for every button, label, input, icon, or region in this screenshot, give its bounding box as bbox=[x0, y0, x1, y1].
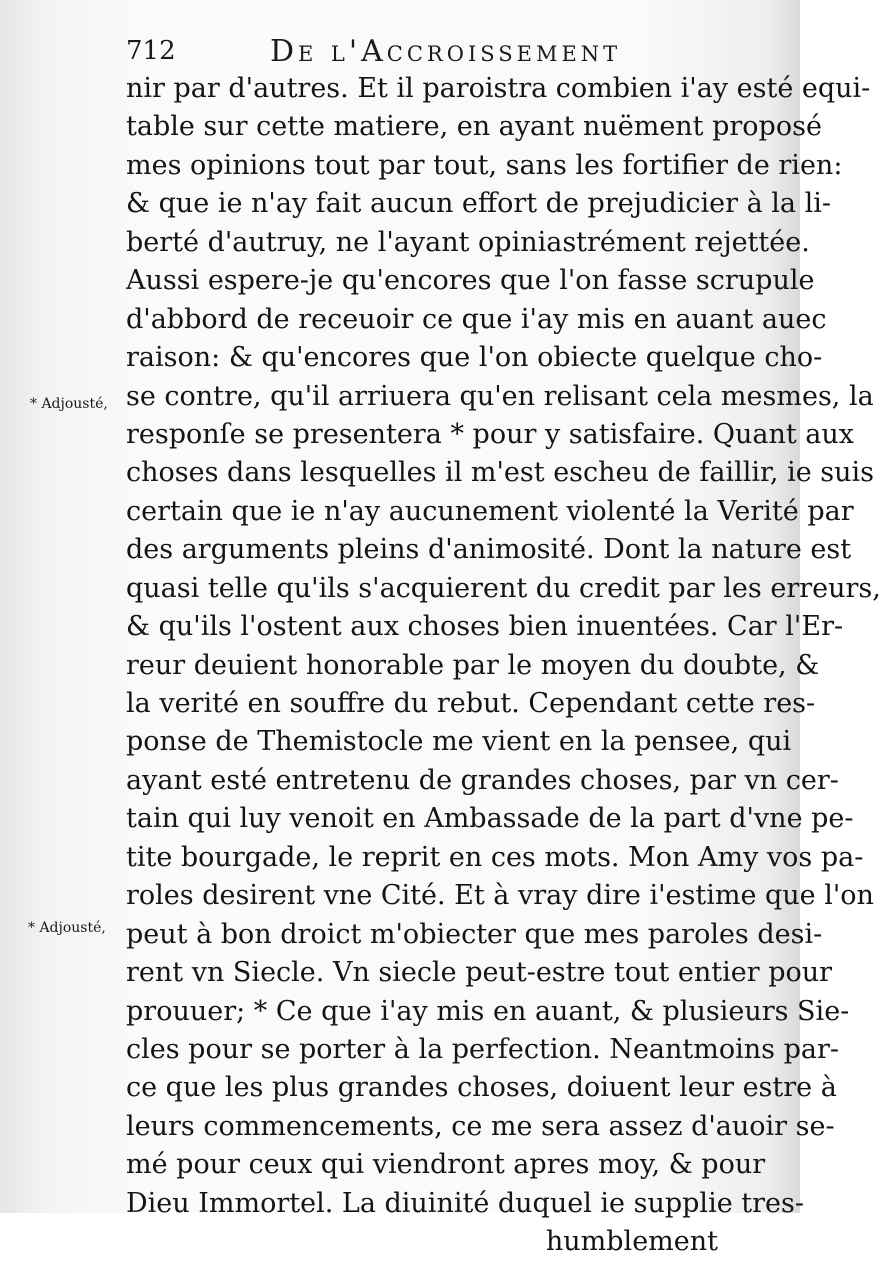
text-line: roles desirent vne Cité. Et à vray dire i'estime que l'on bbox=[126, 880, 874, 912]
text-line: choses dans lesquelles il m'est escheu de faillir, ie suis bbox=[126, 457, 875, 489]
body-text bbox=[126, 70, 881, 1262]
text-line: & qu'ils l'ostent aux choses bien inuentées. Car l'Er- bbox=[126, 611, 844, 643]
text-line: raison: & qu'encores que l'on obiecte quelque cho- bbox=[126, 342, 823, 374]
text-line: leurs commencements, ce me sera assez d'auoir se- bbox=[126, 1110, 835, 1142]
margin-note: * Adjousté, bbox=[30, 396, 108, 412]
text-line: Aussi espere-je qu'encores que l'on fasse scrupule bbox=[126, 265, 815, 297]
page-number: 712 bbox=[126, 36, 176, 66]
text-line: certain que ie n'ay aucunement violenté la Verité par bbox=[126, 495, 854, 527]
text-line: la verité en souffre du rebut. Cependant cette res- bbox=[126, 688, 816, 719]
text-line: cles pour se porter à la perfection. Neantmoins par- bbox=[126, 1033, 839, 1065]
text-line: responſe se presentera * pour y satisfaire. Quant aux bbox=[126, 418, 855, 450]
text-line: peut à bon droict m'obiecter que mes paroles desi- bbox=[126, 918, 823, 950]
text-line: mé pour ceux qui viendront apres moy, & pour bbox=[126, 1149, 766, 1181]
text-line: & que ie n'ay fait aucun effort de prejudicier à la li- bbox=[126, 188, 831, 220]
text-line: ayant esté entretenu de grandes choses, par vn cer- bbox=[126, 764, 839, 796]
page-header bbox=[126, 30, 716, 70]
text-line: berté d'autruy, ne l'ayant opiniastrément rejettée. bbox=[126, 226, 810, 258]
text-line: ce que les plus grandes choses, doiuent leur estre à bbox=[126, 1072, 837, 1104]
text-line: tite bourgade, le reprit en ces mots. Mon Amy vos pa- bbox=[126, 841, 864, 873]
running-title: De l'Accroissement bbox=[270, 34, 622, 69]
text-line: prouuer; * Ce que i'ay mis en auant, & plusieurs Sie- bbox=[126, 995, 850, 1027]
text-line: nir par d'autres. Et il paroistra combien i'ay esté equi- bbox=[126, 73, 871, 104]
text-line: ponse de Themistocle me vient en la pensee, qui bbox=[126, 726, 792, 758]
text-line: d'abbord de receuoir ce que i'ay mis en auant auec bbox=[126, 303, 827, 335]
text-line: tain qui luy venoit en Ambassade de la part d'vne pe- bbox=[126, 803, 854, 835]
text-line: mes opinions tout par tout, sans les fortifier de rien: bbox=[126, 149, 843, 181]
text-line: quasi telle qu'ils s'acquierent du credit par les erreurs, bbox=[126, 572, 881, 604]
text-line: se contre, qu'il arriuera qu'en relisant cela mesmes, la bbox=[126, 380, 874, 412]
text-line: table sur cette matiere, en ayant nuëment proposé bbox=[126, 111, 822, 143]
text-line: des arguments pleins d'animosité. Dont la nature est bbox=[126, 534, 852, 566]
text-line: rent vn Siecle. Vn siecle peut-estre tout entier pour bbox=[126, 957, 833, 989]
margin-note: * Adjousté, bbox=[28, 920, 106, 936]
catchword-line: humblement bbox=[545, 1226, 718, 1258]
text-line: reur deuient honorable par le moyen du doubte, & bbox=[126, 649, 820, 681]
text-line: Dieu Immortel. La diuinité duquel ie supplie tres- bbox=[126, 1187, 804, 1219]
